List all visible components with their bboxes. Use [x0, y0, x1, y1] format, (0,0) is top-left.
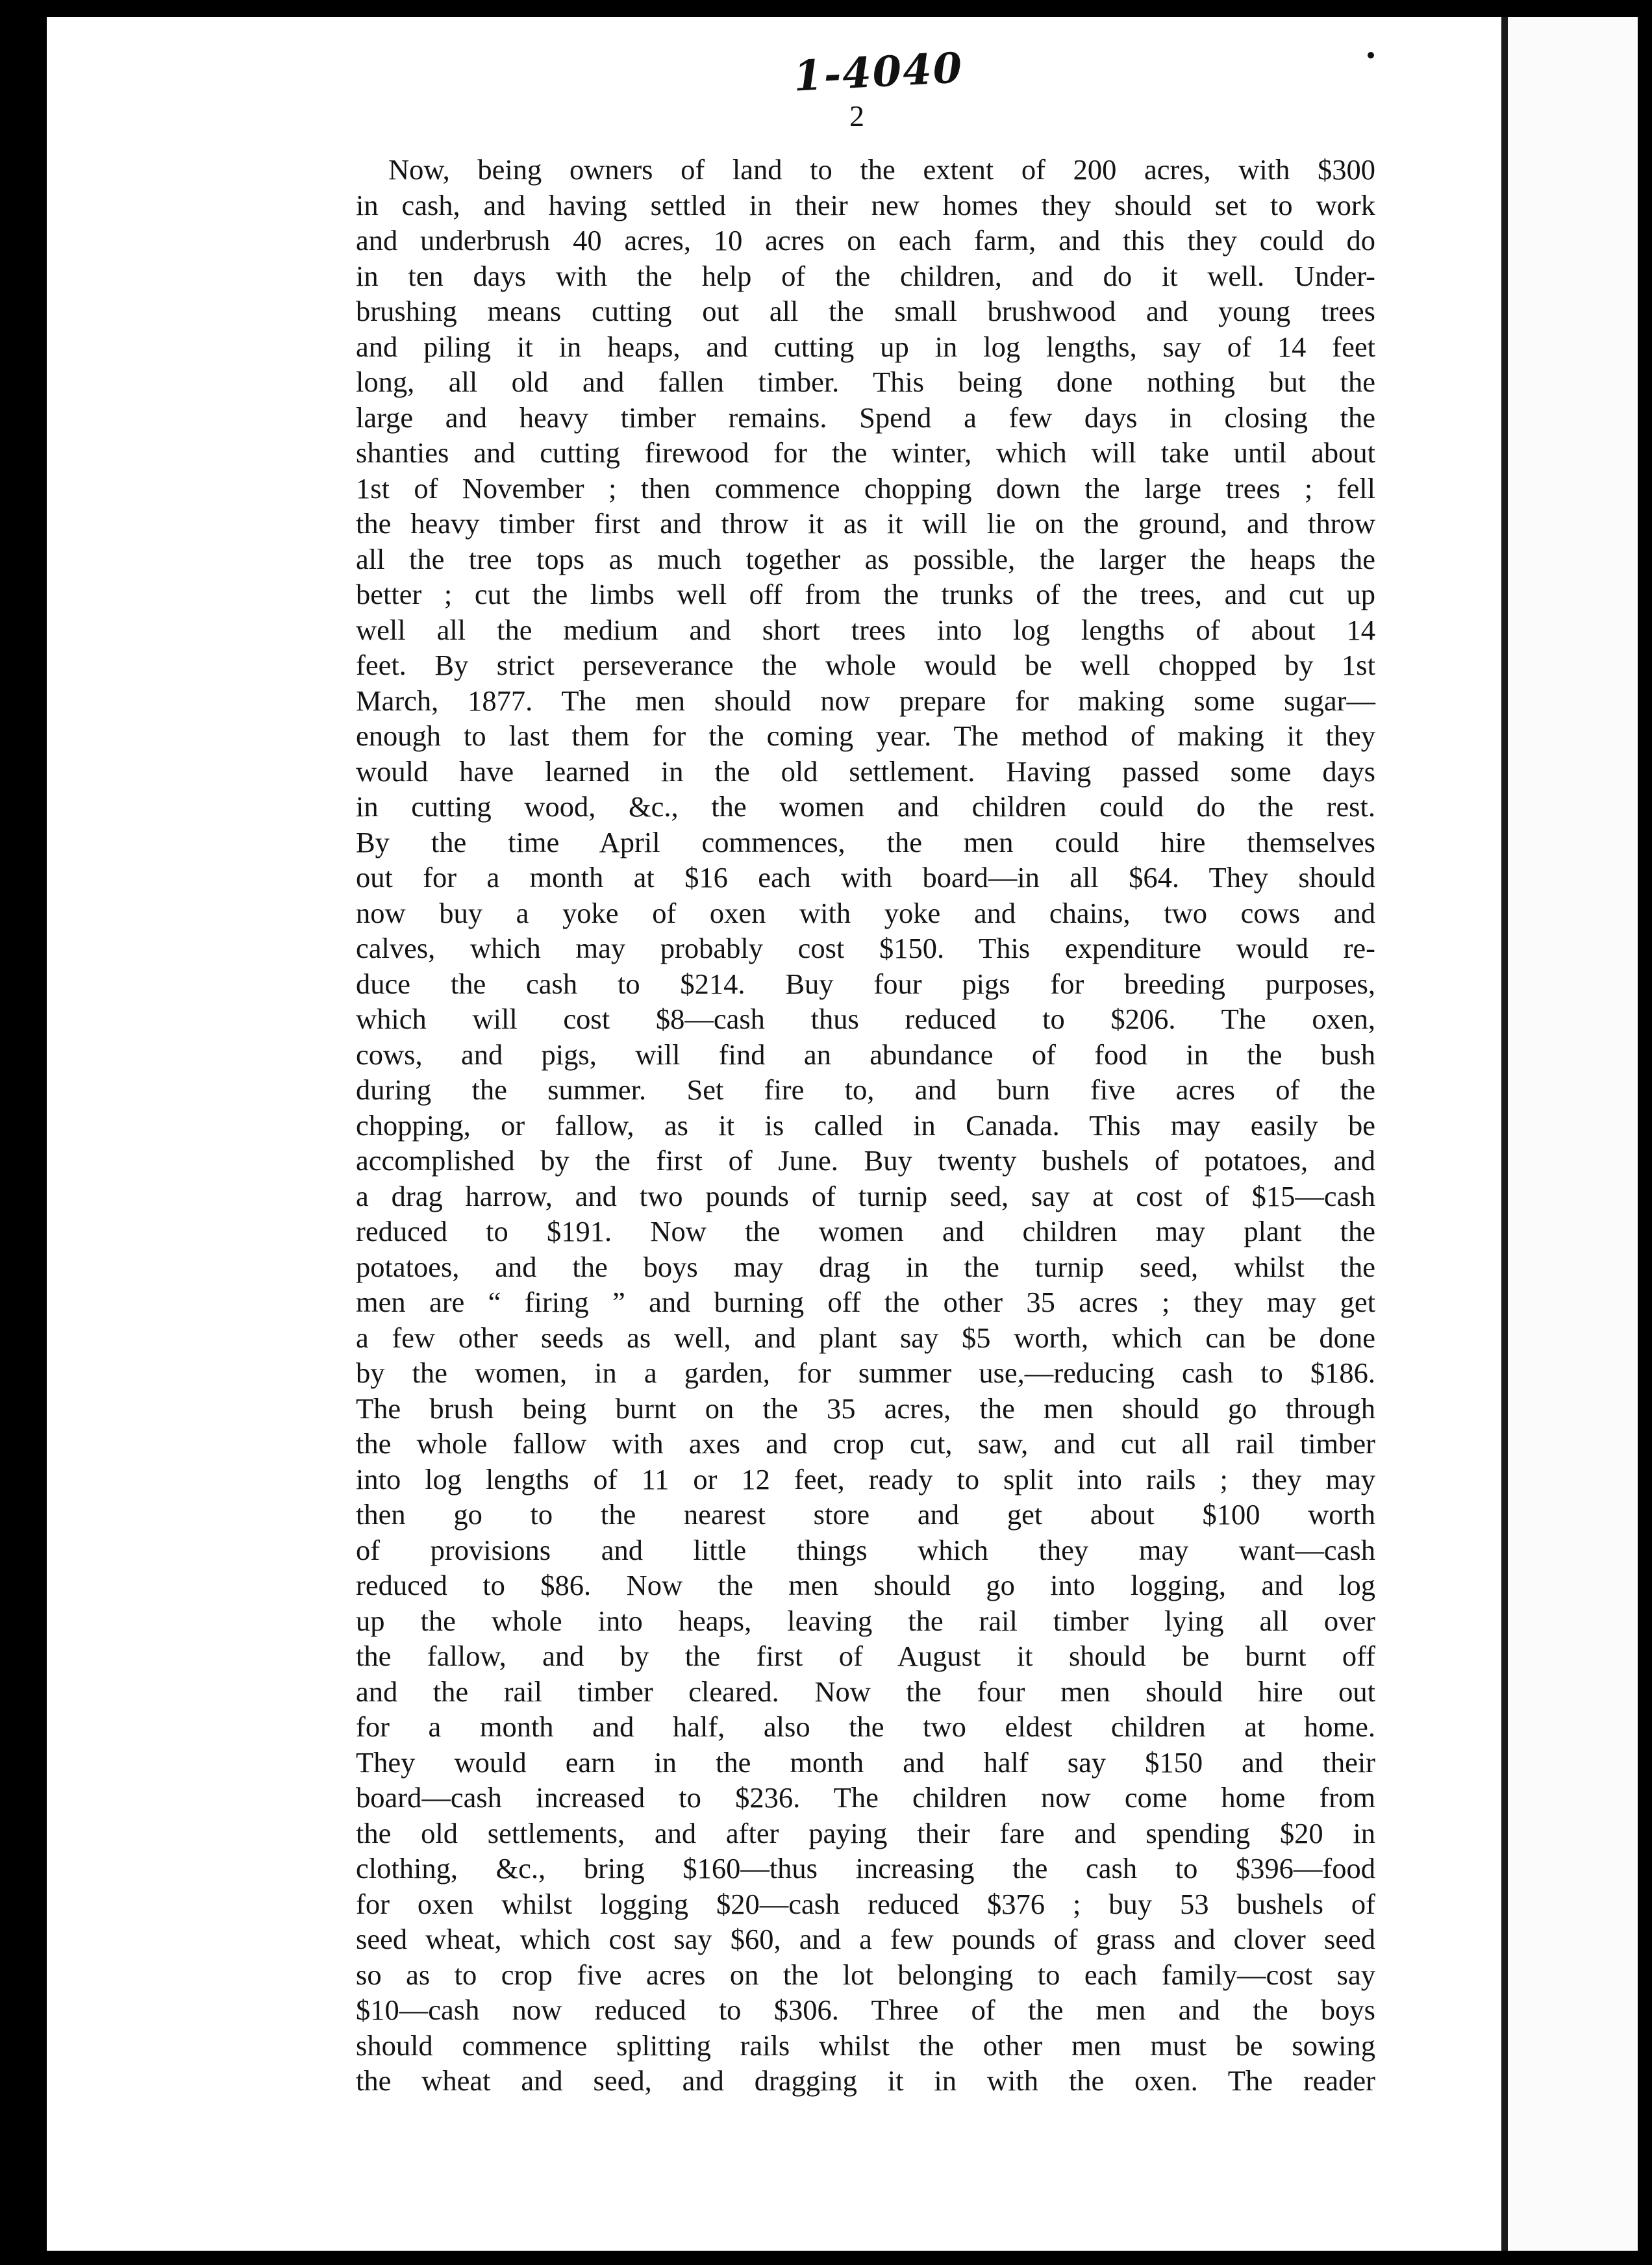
text-line: well all the medium and short trees into log lengths of about 14	[356, 613, 1375, 646]
text-line: up the whole into heaps, leaving the rail timber lying all over	[356, 1604, 1375, 1637]
text-line: the wheat and seed, and dragging it in with the oxen. The reader	[356, 2064, 1375, 2097]
text-line: They would earn in the month and half say $150 and their	[356, 1746, 1375, 1779]
page-number: 2	[849, 99, 864, 132]
text-line: the old settlements, and after paying their fare and spending $20 in	[356, 1816, 1375, 1849]
text-line: the whole fallow with axes and crop cut, saw, and cut all rail timber	[356, 1427, 1375, 1460]
text-line: and piling it in heaps, and cutting up in log lengths, say of 14 feet	[356, 330, 1375, 363]
text-line: men are “ firing ” and burning off the other 35 acres ; they may get	[356, 1286, 1375, 1318]
adjacent-page-margin	[1508, 17, 1638, 2251]
text-line: of provisions and little things which they may want—cash	[356, 1533, 1375, 1566]
ink-speck	[1368, 52, 1374, 58]
text-line: Now, being owners of land to the extent of 200 acres, with $300	[388, 153, 1375, 186]
text-line: a drag harrow, and two pounds of turnip seed, say at cost of $15—cash	[356, 1179, 1375, 1212]
document-page	[47, 17, 1501, 2251]
text-line: during the summer. Set fire to, and burn five acres of the	[356, 1073, 1375, 1106]
text-line: now buy a yoke of oxen with yoke and chains, two cows and	[356, 896, 1375, 929]
text-line: brushing means cutting out all the small brushwood and young trees	[356, 295, 1375, 327]
text-line: chopping, or fallow, as it is called in Canada. This may easily be	[356, 1108, 1375, 1142]
text-line: would have learned in the old settlement. Having passed some days	[356, 755, 1375, 788]
text-line: and the rail timber cleared. Now the four men should hire out	[356, 1675, 1375, 1708]
text-line: clothing, &c., bring $160—thus increasing the cash to $396—food	[356, 1852, 1375, 1884]
text-line: for oxen whilst logging $20—cash reduced $376 ; buy 53 bushels of	[356, 1887, 1375, 1920]
text-line: duce the cash to $214. Buy four pigs for breeding purposes,	[356, 967, 1375, 1000]
page-edge-shadow	[1501, 17, 1508, 2251]
text-line: in ten days with the help of the children, and do it well. Under-	[356, 259, 1375, 292]
text-line: out for a month at $16 each with board—in all $64. They should	[356, 861, 1375, 894]
text-line: calves, which may probably cost $150. This expenditure would re-	[356, 932, 1375, 964]
text-line: cows, and pigs, will find an abundance of food in the bush	[356, 1038, 1375, 1071]
text-line: the heavy timber first and throw it as it will lie on the ground, and throw	[356, 507, 1375, 540]
text-line: long, all old and fallen timber. This being done nothing but the	[356, 366, 1375, 398]
text-line: board—cash increased to $236. The children now come home from	[356, 1781, 1375, 1814]
text-line: in cutting wood, &c., the women and children could do the rest.	[356, 790, 1375, 823]
text-line: a few other seeds as well, and plant say $5 worth, which can be done	[356, 1321, 1375, 1354]
text-line: by the women, in a garden, for summer use,—reducing cash to $186.	[356, 1357, 1375, 1389]
text-line: March, 1877. The men should now prepare for making some sugar—	[356, 684, 1375, 717]
catalog-number-handwritten: 1-4040	[792, 44, 965, 101]
body-paragraph	[356, 152, 1375, 2099]
text-line: $10—cash now reduced to $306. Three of the men and the boys	[356, 1994, 1375, 2026]
text-line: 1st of November ; then commence chopping down the large trees ; fell	[356, 471, 1375, 505]
text-line: potatoes, and the boys may drag in the turnip seed, whilst the	[356, 1250, 1375, 1283]
text-line: shanties and cutting firewood for the winter, which will take until about	[356, 436, 1375, 469]
text-line: feet. By strict perseverance the whole would be well chopped by 1st	[356, 649, 1375, 681]
text-line: By the time April commences, the men could hire themselves	[356, 825, 1375, 858]
text-line: should commence splitting rails whilst the other men must be sowing	[356, 2029, 1375, 2062]
text-line: accomplished by the first of June. Buy twenty bushels of potatoes, and	[356, 1144, 1375, 1177]
text-line: better ; cut the limbs well off from the trunks of the trees, and cut up	[356, 578, 1375, 610]
text-line: for a month and half, also the two eldest children at home.	[356, 1710, 1375, 1743]
text-line: and underbrush 40 acres, 10 acres on each farm, and this they could do	[356, 224, 1375, 257]
text-line: the fallow, and by the first of August it should be burnt off	[356, 1640, 1375, 1672]
text-line: seed wheat, which cost say $60, and a few pounds of grass and clover seed	[356, 1923, 1375, 1955]
text-line: so as to crop five acres on the lot belonging to each family—cost say	[356, 1958, 1375, 1991]
text-line: into log lengths of 11 or 12 feet, ready to split into rails ; they may	[356, 1462, 1375, 1495]
text-line: large and heavy timber remains. Spend a few days in closing the	[356, 401, 1375, 434]
text-line: in cash, and having settled in their new homes they should set to work	[356, 188, 1375, 221]
text-line: reduced to $191. Now the women and children may plant the	[356, 1215, 1375, 1247]
text-line: The brush being burnt on the 35 acres, the men should go through	[356, 1392, 1375, 1425]
text-line: which will cost $8—cash thus reduced to $206. The oxen,	[356, 1003, 1375, 1035]
text-line: all the tree tops as much together as possible, the larger the heaps the	[356, 542, 1375, 575]
text-line: reduced to $86. Now the men should go into logging, and log	[356, 1569, 1375, 1601]
text-line: enough to last them for the coming year. The method of making it they	[356, 720, 1375, 752]
text-line: then go to the nearest store and get about $100 worth	[356, 1498, 1375, 1531]
